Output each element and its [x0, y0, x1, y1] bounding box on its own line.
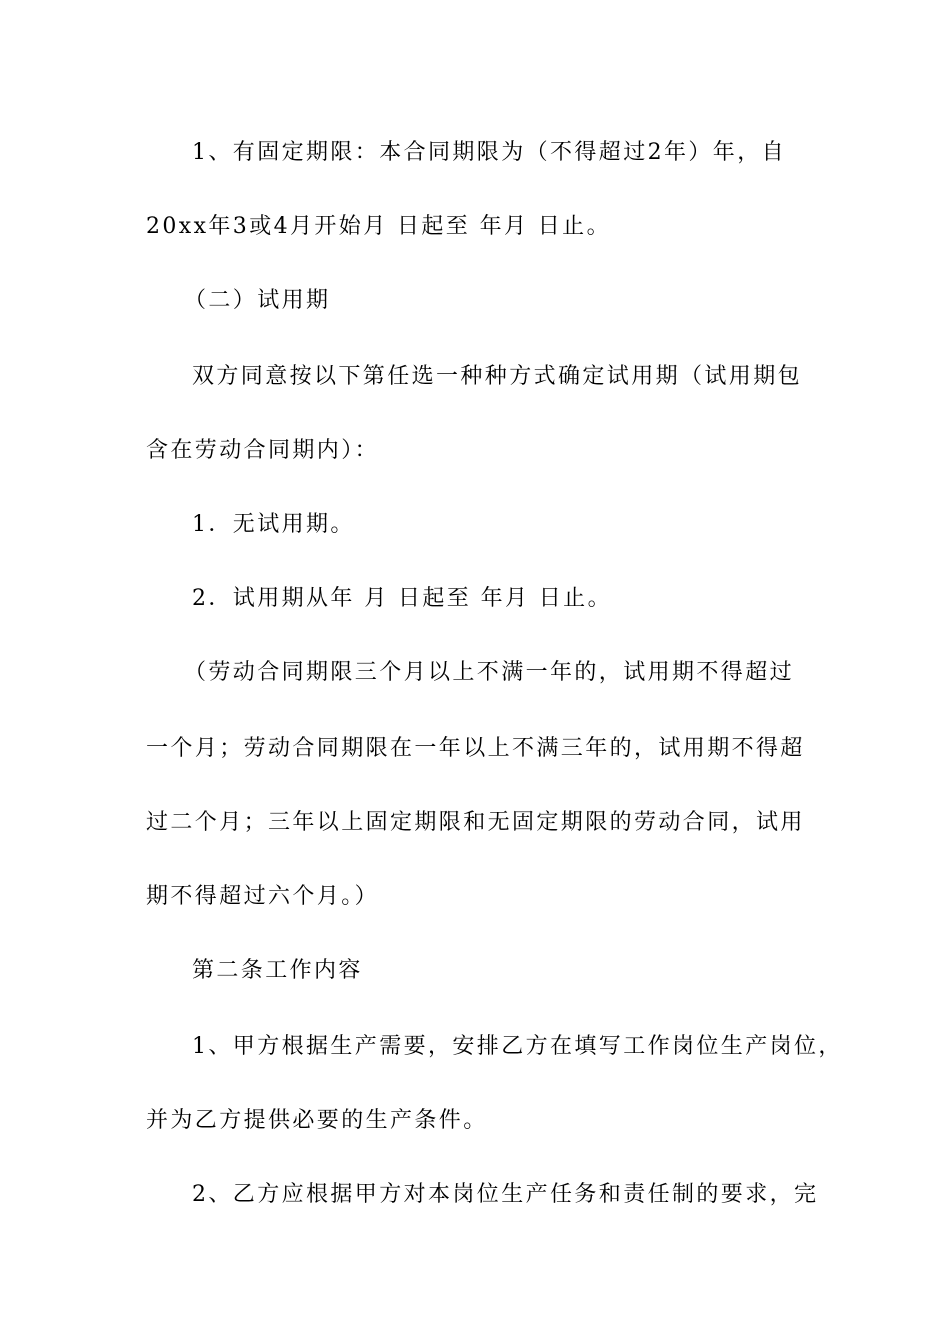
paragraph-line: 20xx年3或4月开始月 日起至 年月 日止。 [146, 214, 611, 239]
list-item: 1．无试用期。 [192, 512, 355, 537]
paragraph-line: 2、乙方应根据甲方对本岗位生产任务和责任制的要求，完 [192, 1182, 819, 1207]
section-heading: （二）试用期 [184, 288, 331, 313]
paragraph-line: 1、有固定期限：本合同期限为（不得超过2年）年，自 [192, 140, 786, 165]
paragraph-line: 双方同意按以下第任选一种种方式确定试用期（试用期包 [192, 364, 803, 389]
paragraph-line: 1、甲方根据生产需要，安排乙方在填写工作岗位生产岗位， [192, 1034, 843, 1059]
paragraph-line: 期不得超过六个月。） [146, 884, 380, 909]
paragraph-line: 含在劳动合同期内）： [146, 438, 380, 463]
paragraph-line: 过二个月；三年以上固定期限和无固定期限的劳动合同，试用 [146, 810, 805, 835]
list-item: 2．试用期从年 月 日起至 年月 日止。 [192, 586, 612, 611]
paragraph-line: 一个月；劳动合同期限在一年以上不满三年的，试用期不得超 [146, 736, 805, 761]
section-heading: 第二条工作内容 [192, 958, 363, 983]
paragraph-line: （劳动合同期限三个月以上不满一年的，试用期不得超过 [184, 660, 795, 685]
paragraph-line: 并为乙方提供必要的生产条件。 [146, 1108, 488, 1133]
